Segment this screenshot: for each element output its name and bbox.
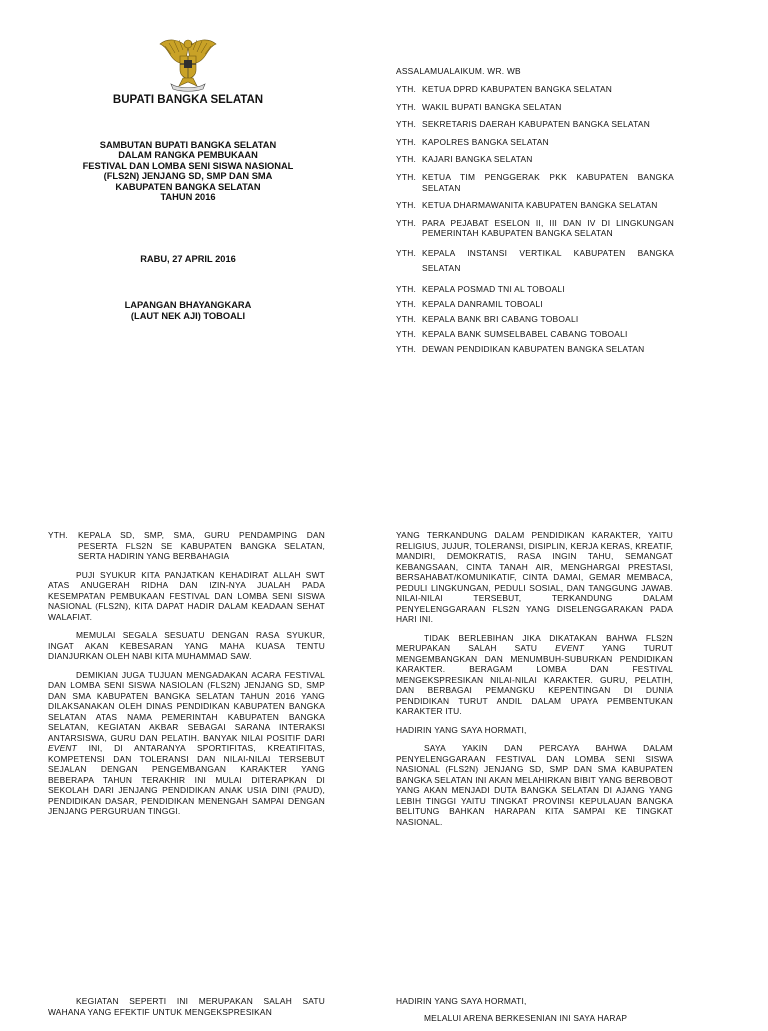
venue-line: (LAUT NEK AJI) TOBOALI xyxy=(130,311,246,322)
yth-prefix: YTH. xyxy=(396,283,417,294)
yth-prefix: YTH. xyxy=(396,328,417,339)
yth-prefix: YTH. xyxy=(396,298,417,309)
emphasis-text: EVENT xyxy=(48,743,77,753)
greeting-item xyxy=(396,200,674,211)
venue-line: LAPANGAN BHAYANGKARA xyxy=(124,300,252,311)
greeting-item xyxy=(396,84,674,95)
speech-title-line: KABUPATEN BANGKA SELATAN xyxy=(115,181,261,192)
greeting-item-text: KAPOLRES BANGKA SELATAN xyxy=(422,136,549,147)
paragraph: MELALUI ARENA BERKESENIAN INI SAYA HARAP xyxy=(424,1012,628,1023)
speech-title xyxy=(48,140,328,202)
greeting-item-text: KEPALA DANRAMIL TOBOALI xyxy=(422,298,543,309)
body-column-right xyxy=(396,530,673,835)
greeting-item-text: KEPALA INSTANSI VERTIKAL KABUPATEN BANGKA SELATAN xyxy=(422,247,674,274)
greeting-item xyxy=(396,284,674,295)
body-column-left-page3 xyxy=(48,996,325,1025)
paragraph-text: TIDAK BERLEBIHAN JIKA DIKATAKAN BAHWA FLS2N MERUPAKAN SALAH SATU xyxy=(396,632,673,653)
greeting-item xyxy=(396,102,674,113)
greeting-item-text: KETUA DHARMAWANITA KABUPATEN BANGKA SELATAN xyxy=(422,200,658,211)
paragraph: HADIRIN YANG SAYA HORMATI, xyxy=(396,996,527,1006)
speech-title-line: TAHUN 2016 xyxy=(160,192,216,203)
paragraph xyxy=(48,670,325,817)
yth-prefix: YTH. xyxy=(396,313,417,324)
yth-prefix: YTH. xyxy=(396,101,417,112)
cover-section xyxy=(48,34,328,322)
greeting-item-text: KEPALA BANK SUMSELBABEL CABANG TOBOALI xyxy=(422,328,628,339)
paragraph: YANG TERKANDUNG DALAM PENDIDIKAN KARAKTER, YAITU RELIGIUS, JUJUR, TOLERANSI, DISIPLIN, KERJA KERAS, KREATIF, MANDIRI, DEMOKRATIS, RASA INGIN TAHU, SEMANGAT KEBANGSAAN, CINTA TANAH AIR, MENGHARGAI PRESTASI, BERSAHABAT/KOMUNIKATIF, CINTA DAMAI, GEMAR MEMBACA, PEDULI LINGKUNGAN, PEDULI SOSIAL, DAN TANGGUNG JAWAB. NILAI-NILAI TERSEBUT, TERKANDUNG DALAM PENYELENGGARAAN FLS2N YANG DISELENGGARAKAN PADA HARI INI. xyxy=(396,530,673,624)
greeting-opening: ASSALAMUALAIKUM. WR. WB xyxy=(396,66,521,76)
speech-title-line: FESTIVAL DAN LOMBA SENI SISWA NASIONAL xyxy=(82,160,294,171)
yth-prefix: YTH. xyxy=(396,84,417,94)
greeting-item-text: KETUA TIM PENGGERAK PKK KABUPATEN BANGKA SELATAN xyxy=(422,171,674,193)
paragraph-text: INI, DI ANTARANYA SPORTIFITAS, KREATIFITAS, KOMPETENSI DAN TOLERANSI DAN NILAI-NILAI TERSEBUT SEJALAN DENGAN PENGEMBANGAN KARAKTER YANG BEBERAPA TAHUN TERAKHIR INI MULAI DITERAPKAN DI SEKOLAH DARI JENJANG PENDIDIKAN ANAK USIA DINI (PAUD), PENDIDIKAN DASAR, PENDIDIKAN MENENGAH SAMPAI DENGAN JENJANG PERGURUAN TINGGI. xyxy=(48,743,325,816)
greeting-item xyxy=(396,137,674,148)
emphasis-text: EVENT xyxy=(555,643,585,653)
yth-prefix: YTH. xyxy=(396,119,417,130)
paragraph: PUJI SYUKUR KITA PANJATKAN KEHADIRAT ALLAH SWT ATAS ANUGERAH RIDHA DAN IZIN-NYA JUALAH PADA KESEMPATAN PEMBUKAAN FESTIVAL DAN LOMBA SENI SISWA NASIONAL (FLS2N), KITA DAPAT HADIR DALAM KEADAAN SEHAT WALAFIAT. xyxy=(48,569,325,622)
greeting-item-text: KAJARI BANGKA SELATAN xyxy=(422,154,533,165)
yth-prefix: YTH. xyxy=(396,343,417,354)
greeting-item xyxy=(396,329,674,340)
greeting-item-text: KETUA DPRD KABUPATEN BANGKA SELATAN xyxy=(422,84,613,94)
paragraph: MEMULAI SEGALA SESUATU DENGAN RASA SYUKUR, INGAT AKAN KEBESARAN YANG MAHA KUASA TENTU DIANJURKAN OLEH NABI KITA MUHAMMAD SAW. xyxy=(48,630,325,661)
paragraph-text: YANG TURUT MENGEMBANGKAN DAN MENUMBUH-SUBURKAN PENDIDIKAN KARAKTER. BERAGAM LOMBA DAN FESTIVAL MENGEKSPRESIKAN NILAI-NILAI KARAKTER. GURU, PELATIH, DAN BERBAGAI PEMANGKU KEPENTINGAN DI DUNIA PENDIDIKAN TURUT ANDIL DALAM UPAYA PEMBENTUKAN KARAKTER ITU. xyxy=(396,643,673,716)
greeting-item xyxy=(396,246,674,277)
yth-prefix: YTH. xyxy=(396,136,417,147)
speech-title-line: SAMBUTAN BUPATI BANGKA SELATAN xyxy=(99,140,277,150)
garuda-emblem-icon xyxy=(157,34,219,92)
greeting-item xyxy=(396,218,674,239)
paragraph: KEGIATAN SEPERTI INI MERUPAKAN SALAH SATU WAHANA YANG EFEKTIF UNTUK MENGEKSPRESIKAN xyxy=(48,996,325,1017)
greeting-item xyxy=(396,344,674,355)
body-column-right-page3 xyxy=(396,996,673,1031)
greeting-item-text: WAKIL BUPATI BANGKA SELATAN xyxy=(422,101,562,112)
yth-prefix: YTH. xyxy=(396,154,417,165)
greeting-item-text: DEWAN PENDIDIKAN KABUPATEN BANGKA SELATAN xyxy=(422,343,645,354)
greeting-item-text: SEKRETARIS DAERAH KABUPATEN BANGKA SELATAN xyxy=(422,119,650,130)
paragraph xyxy=(396,633,673,717)
greeting-item xyxy=(396,119,674,130)
speech-title-line: DALAM RANGKA PEMBUKAAN xyxy=(118,150,258,161)
greeting-item xyxy=(396,172,674,193)
greeting-item-text: KEPALA BANK BRI CABANG TOBOALI xyxy=(422,313,579,324)
body-column-left xyxy=(48,530,325,825)
paragraph: SAYA YAKIN DAN PERCAYA BAHWA DALAM PENYELENGGARAAN FESTIVAL DAN LOMBA SENI SISWA NASIONAL (FLS2N) JENJANG SD, SMP DAN SMA KABUPATEN BANGKA SELATAN INI AKAN MELAHIRKAN BIBIT YANG BERBOBOT YANG AKAN MENJADI DUTA BANGKA SELATAN DI AJANG YANG LEBIH TINGGI YAITU TINGKAT PROVINSI KEPULAUAN BANGKA BELITUNG BAHKAN HARAPAN KITA SAMPAI KE TINGKAT NASIONAL. xyxy=(396,743,673,827)
greeting-item xyxy=(396,299,674,310)
yth-prefix: YTH. xyxy=(48,530,68,540)
speech-date: RABU, 27 APRIL 2016 xyxy=(140,254,236,265)
greeting-item-text: PARA PEJABAT ESELON II, III DAN IV DI LINGKUNGAN PEMERINTAH KABUPATEN BANGKA SELATAN xyxy=(422,217,674,239)
greeting-item-text: KEPALA POSMAD TNI AL TOBOALI xyxy=(422,283,565,294)
yth-prefix: YTH. xyxy=(396,171,417,182)
regent-title: BUPATI BANGKA SELATAN xyxy=(112,94,264,106)
audience-greeting xyxy=(48,530,325,562)
yth-prefix: YTH. xyxy=(396,247,417,258)
yth-prefix: YTH. xyxy=(396,200,417,211)
paragraph: HADIRIN YANG SAYA HORMATI, xyxy=(396,724,527,735)
paragraph-text: DEMIKIAN JUGA TUJUAN MENGADAKAN ACARA FESTIVAL DAN LOMBA SENI SISWA NASIOLAN (FLS2N) JENJANG SD, SMP DAN SMA KABUPATEN BANGKA SELATAN TAHUN 2016 YANG DILAKSANAKAN OLEH DINAS PENDIDIKAN KABUPATEN BANGKA SELATAN ATAS NAMA PEMERINTAH KABUPATEN BANGKA SELATAN, KEGIATAN AKBAR SEBAGAI SARANA INTERAKSI ANTARSISWA, GURU DAN PELATIH. BANYAK NILAI POSITIF DARI xyxy=(48,669,325,743)
greeting-list xyxy=(396,66,674,359)
yth-prefix: YTH. xyxy=(396,217,417,228)
audience-greeting-text: KEPALA SD, SMP, SMA, GURU PENDAMPING DAN PESERTA FLS2N SE KABUPATEN BANGKA SELATAN, SERTA HADIRIN YANG BERBAHAGIA xyxy=(78,530,325,561)
speech-venue xyxy=(48,300,328,322)
greeting-item xyxy=(396,154,674,165)
greeting-item xyxy=(396,314,674,325)
speech-title-line: (FLS2N) JENJANG SD, SMP DAN SMA xyxy=(103,171,273,182)
